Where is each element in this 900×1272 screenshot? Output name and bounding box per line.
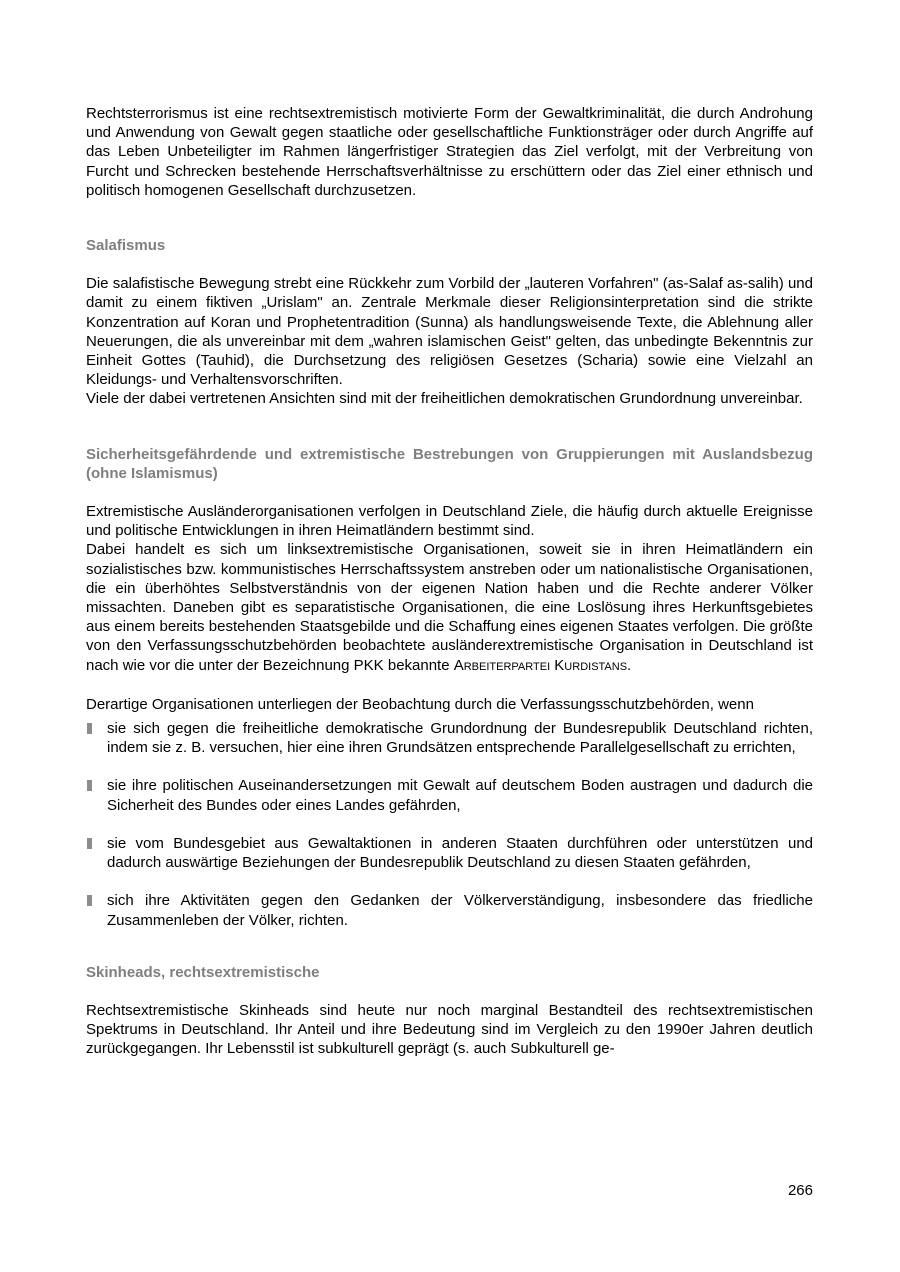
- salafismus-paragraph-1: Die salafistische Bewegung strebt eine Rückkehr zum Vorbild der „lauteren Vorfahren" (as-Salaf as-salih) und damit zu einem fiktiven „Urislam" an. Zentrale Merkmale dieser Religionsinterpretation sind die strikte Konzentration auf Koran und Prophetentradition (Sunna) als handlungsweisende Texte, die Ablehnung aller Neuerungen, die als unvereinbar mit dem „wahren islamischen Geist" gelten, das unbedingte Bekenntnis zur Einheit Gottes (Tauhid), die Durchsetzung des religiösen Gesetzes (Scharia) sowie eine Vielzahl an Kleidungs- und Verhaltensvorschriften.: [86, 275, 813, 389]
- document-page: [86, 104, 813, 1059]
- auslandsbezug-heading: Sicherheitsgefährdende und extremistische Bestrebungen von Gruppierungen mit Auslandsbezug (ohne Islamismus): [86, 445, 813, 482]
- list-item: [86, 776, 813, 814]
- page-number: 266: [787, 1182, 813, 1199]
- paragraph-2-main: Dabei handelt es sich um linksextremistische Organisationen, soweit sie in ihren Heimatländern ein sozialistisches bzw. kommunistisches Herrschaftssystem anstreben oder um nationalistische Organisationen, die ein überhöhtes Selbstverständnis von der eigenen Nation haben und die Rechte anderer Völker missachten. Daneben gibt es separatistische Organisationen, die eine Loslösung ihres Herkunftsgebietes aus einem bereits bestehenden Staatsgebilde und die Schaffung eines eigenen Staates verfolgen. Die größte von den Verfassungsschutzbehörden beobachtete ausländerextremistische Organisation in Deutschland ist nach wie vor die unter der Bezeichnung PKK bekannte: [86, 541, 813, 674]
- organisation-name: Arbeiterpartei Kurdistans: [453, 656, 628, 674]
- skinheads-heading: Skinheads, rechtsextremistische: [86, 963, 320, 981]
- list-item-text: sich ihre Aktivitäten gegen den Gedanken der Völkerverständigung, insbesondere das friedliche Zusammenleben der Völker, richten.: [107, 892, 813, 929]
- salafismus-paragraph-2: Viele der dabei vertretenen Ansichten sind mit der freiheitlichen demokratischen Grundordnung unvereinbar.: [86, 390, 803, 408]
- auslandsbezug-paragraph-3: Derartige Organisationen unterliegen der Beobachtung durch die Verfassungsschutzbehörden, wenn: [86, 695, 754, 713]
- list-item-text: sie ihre politischen Auseinandersetzungen mit Gewalt auf deutschem Boden austragen und dadurch die Sicherheit des Bundes oder eines Landes gefährden,: [107, 777, 813, 814]
- bullet-square-icon: [87, 838, 92, 849]
- list-item: [86, 834, 813, 872]
- bullet-square-icon: [87, 723, 92, 734]
- auslandsbezug-paragraph-2: [86, 540, 813, 674]
- conditions-list: [86, 719, 813, 930]
- skinheads-paragraph-1: Rechtsextremistische Skinheads sind heute nur noch marginal Bestandteil des rechtsextremistischen Spektrums in Deutschland. Ihr Anteil und ihre Bedeutung sind im Vergleich zu den 1990er Jahren deutlich zurückgegangen. Ihr Lebensstil ist subkulturell geprägt (s. auch Subkulturell ge-: [86, 1001, 813, 1058]
- auslandsbezug-paragraph-1: Extremistische Ausländerorganisationen verfolgen in Deutschland Ziele, die häufig durch aktuelle Ereignisse und politische Entwicklungen in ihren Heimatländern bestimmt sind.: [86, 503, 813, 540]
- list-item-text: sie sich gegen die freiheitliche demokratische Grundordnung der Bundesrepublik Deutschland richten, indem sie z. B. versuchen, hier eine ihren Grundsätzen entsprechende Parallelgesellschaft zu errichten,: [107, 720, 813, 757]
- list-item: [86, 719, 813, 757]
- list-item: [86, 891, 813, 929]
- list-item-text: sie vom Bundesgebiet aus Gewaltaktionen in anderen Staaten durchführen oder unterstützen und dadurch auswärtige Beziehungen der Bundesrepublik Deutschland zu diesen Staaten gefährden,: [107, 834, 813, 872]
- bullet-square-icon: [87, 895, 92, 906]
- intro-paragraph: Rechtsterrorismus ist eine rechtsextremistisch motivierte Form der Gewaltkriminalität, die durch Androhung und Anwendung von Gewalt gegen staatliche oder gesellschaftliche Funktionsträger oder durch Angriffe auf das Leben Unbeteiligter im Rahmen längerfristiger Strategien das Ziel verfolgt, mit der Verbreitung von Furcht und Schrecken bestehende Herrschaftsverhältnisse zu erschüttern oder das Ziel einer ethnisch und politisch homogenen Gesellschaft durchzusetzen.: [86, 105, 813, 199]
- salafismus-heading: Salafismus: [86, 237, 166, 255]
- bullet-square-icon: [87, 780, 92, 791]
- paragraph-2-end: .: [627, 656, 632, 674]
